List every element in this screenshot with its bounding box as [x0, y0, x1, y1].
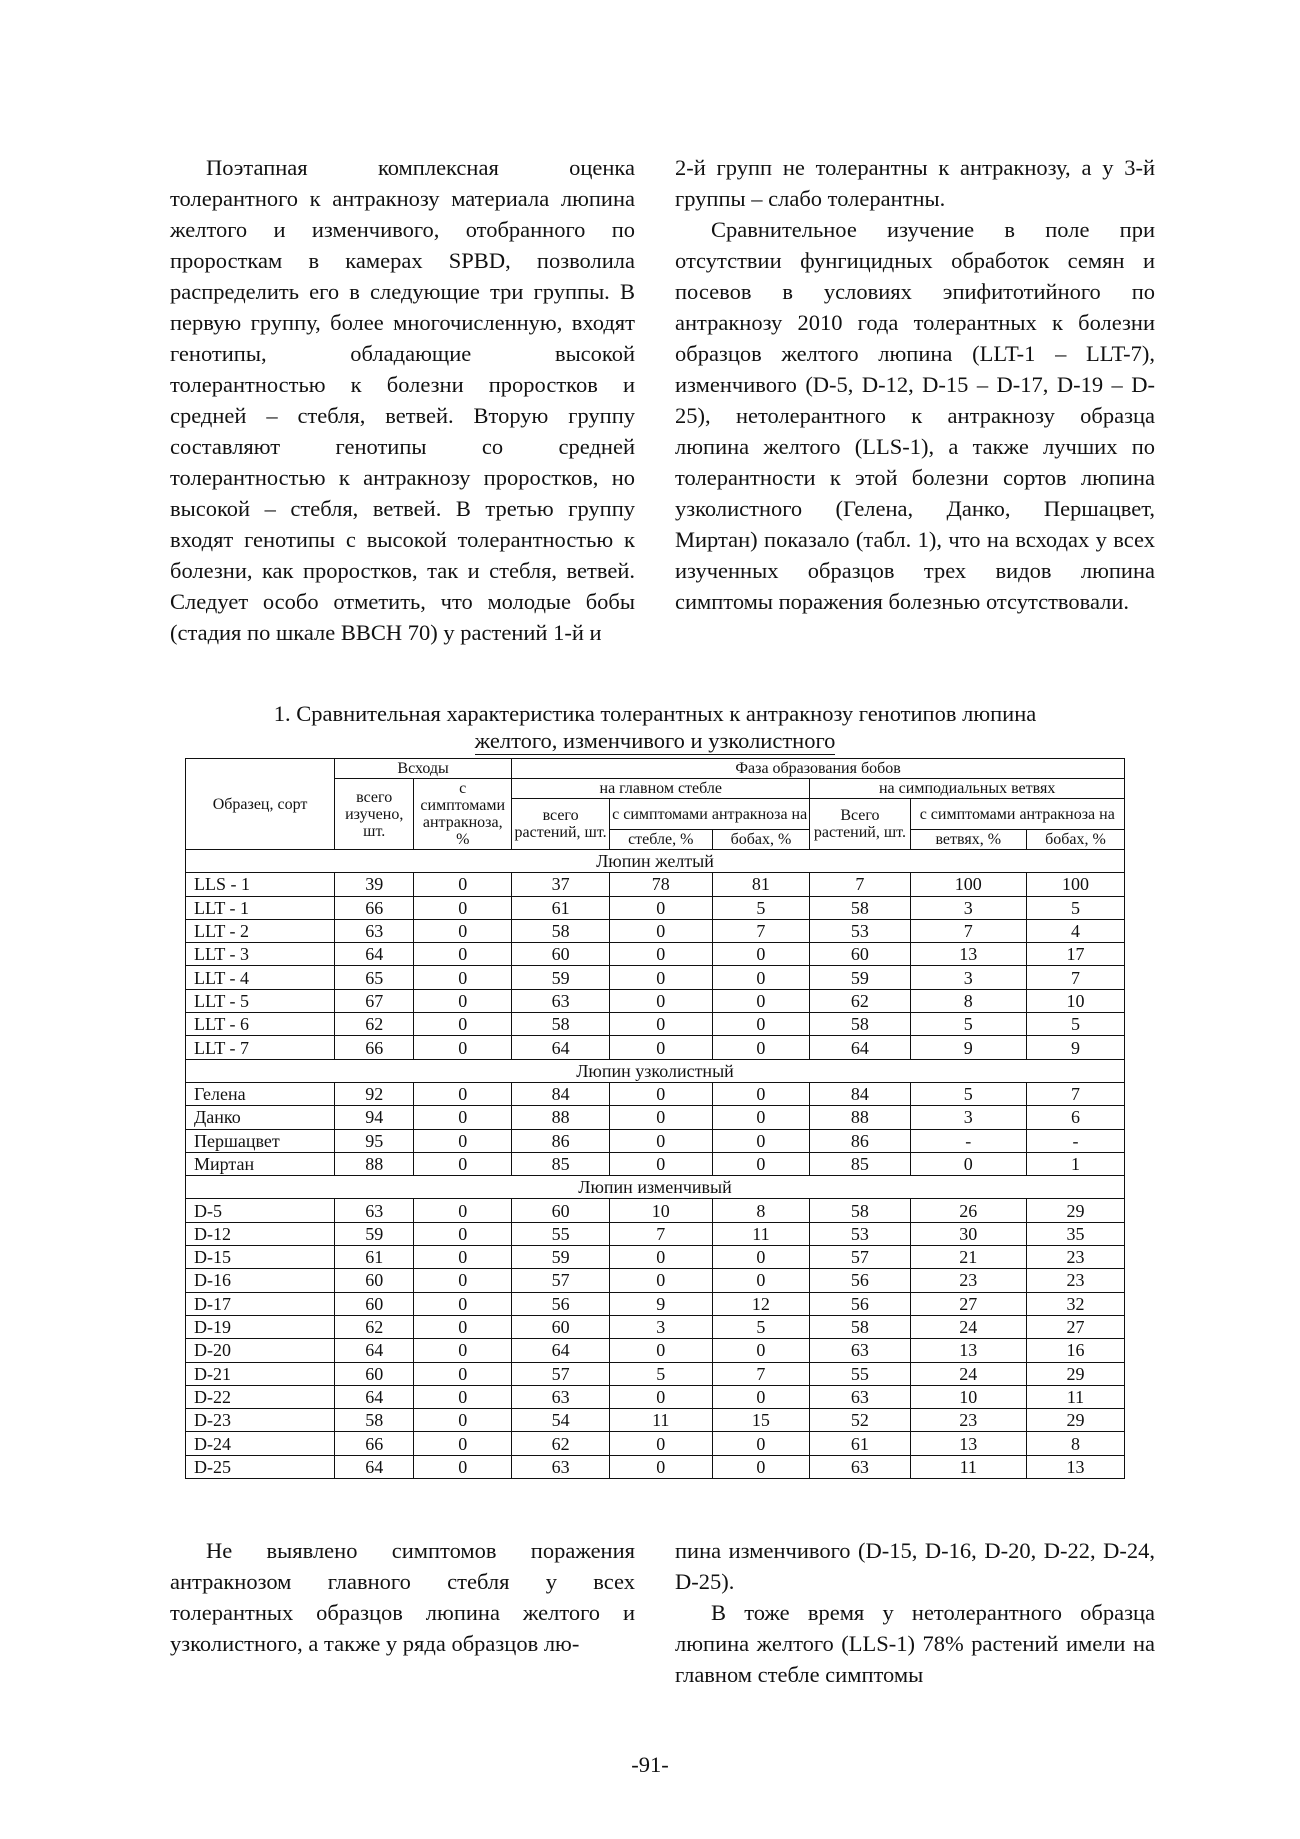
- value-cell: 0: [414, 1339, 512, 1362]
- value-cell: 29: [1027, 1409, 1125, 1432]
- value-cell: 23: [910, 1409, 1026, 1432]
- value-cell: 60: [512, 1199, 610, 1222]
- bottom-right-column: [675, 1535, 1155, 1690]
- value-cell: 0: [610, 943, 713, 966]
- value-cell: 0: [414, 1246, 512, 1269]
- value-cell: 5: [1027, 896, 1125, 919]
- value-cell: 0: [414, 1455, 512, 1478]
- value-cell: 88: [335, 1152, 414, 1175]
- value-cell: 59: [810, 966, 910, 989]
- header-symp-beans-pct: бобах, %: [1027, 830, 1125, 850]
- value-cell: 0: [414, 1362, 512, 1385]
- header-symp-total: Всего растений, шт.: [810, 799, 910, 850]
- value-cell: 54: [512, 1409, 610, 1432]
- sample-name-cell: Данко: [186, 1106, 335, 1129]
- value-cell: 0: [414, 1385, 512, 1408]
- value-cell: 92: [335, 1082, 414, 1105]
- sample-name-cell: LLT - 2: [186, 919, 335, 942]
- table-body: [186, 850, 1125, 1479]
- value-cell: 24: [910, 1315, 1026, 1338]
- header-symp-symptoms: с симптомами антракноза на: [910, 799, 1124, 830]
- value-cell: -: [910, 1129, 1026, 1152]
- value-cell: 60: [335, 1292, 414, 1315]
- value-cell: 57: [512, 1362, 610, 1385]
- value-cell: 0: [414, 1199, 512, 1222]
- value-cell: 88: [512, 1106, 610, 1129]
- value-cell: 0: [712, 966, 810, 989]
- value-cell: 27: [1027, 1315, 1125, 1338]
- value-cell: 65: [335, 966, 414, 989]
- paragraph-groups-continued: 2-й групп не толерантны к антракнозу, а у 3-й группы – слабо толерантны.: [675, 155, 1155, 211]
- sample-name-cell: LLT - 4: [186, 966, 335, 989]
- value-cell: 0: [610, 966, 713, 989]
- value-cell: 100: [1027, 873, 1125, 896]
- value-cell: 0: [610, 1269, 713, 1292]
- value-cell: 0: [910, 1152, 1026, 1175]
- sample-name-cell: Першацвет: [186, 1129, 335, 1152]
- value-cell: 0: [610, 1432, 713, 1455]
- value-cell: 58: [810, 1199, 910, 1222]
- value-cell: 23: [1027, 1246, 1125, 1269]
- table-row: [186, 1152, 1125, 1175]
- value-cell: 0: [610, 919, 713, 942]
- table-row: [186, 1246, 1125, 1269]
- sample-name-cell: D-17: [186, 1292, 335, 1315]
- value-cell: 0: [712, 1269, 810, 1292]
- value-cell: 0: [414, 919, 512, 942]
- value-cell: 0: [414, 1409, 512, 1432]
- value-cell: 8: [1027, 1432, 1125, 1455]
- value-cell: 58: [512, 919, 610, 942]
- value-cell: 13: [910, 943, 1026, 966]
- header-main-stem: на главном стебле: [512, 779, 810, 799]
- value-cell: 63: [512, 1455, 610, 1478]
- sample-name-cell: LLT - 7: [186, 1036, 335, 1059]
- value-cell: 0: [712, 1082, 810, 1105]
- value-cell: 60: [512, 943, 610, 966]
- value-cell: 59: [512, 966, 610, 989]
- header-main-beans-pct: бобах, %: [712, 830, 810, 850]
- value-cell: 24: [910, 1362, 1026, 1385]
- value-cell: 10: [1027, 989, 1125, 1012]
- value-cell: 0: [610, 1036, 713, 1059]
- value-cell: 0: [712, 989, 810, 1012]
- value-cell: 62: [810, 989, 910, 1012]
- value-cell: 64: [512, 1339, 610, 1362]
- value-cell: 13: [910, 1339, 1026, 1362]
- value-cell: 64: [335, 943, 414, 966]
- header-shoots-symptoms: с симптомами антракноза, %: [414, 779, 512, 850]
- paragraph-no-symptoms: Не выявлено симптомов поражения антракнозом главного стебля у всех толерантных образцов люпина желтого и узколистного, а также у ряда образцов лю-: [170, 1538, 635, 1656]
- value-cell: 64: [335, 1385, 414, 1408]
- value-cell: 0: [712, 1036, 810, 1059]
- value-cell: 86: [512, 1129, 610, 1152]
- value-cell: 61: [335, 1246, 414, 1269]
- value-cell: 63: [810, 1339, 910, 1362]
- sample-name-cell: D-21: [186, 1362, 335, 1385]
- table-row: [186, 1036, 1125, 1059]
- value-cell: 60: [335, 1362, 414, 1385]
- sample-name-cell: D-23: [186, 1409, 335, 1432]
- sample-name-cell: D-25: [186, 1455, 335, 1478]
- value-cell: 5: [910, 1082, 1026, 1105]
- value-cell: 63: [335, 1199, 414, 1222]
- value-cell: 9: [1027, 1036, 1125, 1059]
- value-cell: 0: [712, 1106, 810, 1129]
- paragraph-field-study: Сравнительное изучение в поле при отсутствии фунгицидных обработок семян и посевов в условиях эпифитотийного по антракнозу 2010 года толерантных к болезни образцов желтого люпина (LLT-1 – LLT-7), изменчивого (D-5, D-12, D-15 – D-17, D-19 – D-25), нетолерантного к антракнозу образца люпина желтого (LLS-1), а также лучших по толерантности к этой болезни сортов люпина узколистного (Гелена, Данко, Першацвет, Миртан) показало (табл. 1), что на всходах у всех изученных образцов трех видов люпина симптомы поражения болезнью отсутствовали.: [675, 217, 1155, 614]
- value-cell: 66: [335, 1432, 414, 1455]
- value-cell: 63: [512, 989, 610, 1012]
- paragraph-groups: Поэтапная комплексная оценка толерантного к антракнозу материала люпина желтого и изменчивого, отобранного по проросткам в камерах SPBD, позволила распределить его в следующие три группы. В первую группу, более многочисленную, входят генотипы, обладающие высокой толерантностью к болезни проростков и средней – стебля, ветвей. Вторую группу составляют генотипы со средней толерантностью к антракнозу проростков, но высокой – стебля, ветвей. В третью группу входят генотипы с высокой толерантностью к болезни, как проростков, так и стебля, ветвей. Следует особо отметить, что молодые бобы (стадия по шкале BBCH 70) у растений 1-й и: [170, 155, 635, 645]
- value-cell: 0: [712, 1246, 810, 1269]
- value-cell: 84: [810, 1082, 910, 1105]
- value-cell: 57: [810, 1246, 910, 1269]
- sample-name-cell: LLT - 3: [186, 943, 335, 966]
- value-cell: 64: [335, 1455, 414, 1478]
- value-cell: 57: [512, 1269, 610, 1292]
- value-cell: 85: [512, 1152, 610, 1175]
- table-row: [186, 1082, 1125, 1105]
- value-cell: 26: [910, 1199, 1026, 1222]
- header-main-symptoms: с симптомами антракноза на: [610, 799, 810, 830]
- value-cell: 0: [414, 989, 512, 1012]
- table-section-row: [186, 1176, 1125, 1199]
- value-cell: 3: [910, 896, 1026, 919]
- value-cell: 0: [414, 943, 512, 966]
- value-cell: 53: [810, 919, 910, 942]
- value-cell: 55: [810, 1362, 910, 1385]
- value-cell: 52: [810, 1409, 910, 1432]
- value-cell: 0: [414, 1432, 512, 1455]
- table-row: [186, 1222, 1125, 1245]
- value-cell: 3: [910, 966, 1026, 989]
- value-cell: 61: [810, 1432, 910, 1455]
- value-cell: 0: [610, 1339, 713, 1362]
- top-right-column: [675, 152, 1155, 617]
- value-cell: 0: [414, 896, 512, 919]
- value-cell: 88: [810, 1106, 910, 1129]
- value-cell: 0: [414, 873, 512, 896]
- value-cell: 0: [712, 1455, 810, 1478]
- value-cell: 0: [610, 1013, 713, 1036]
- value-cell: 13: [1027, 1455, 1125, 1478]
- value-cell: 60: [810, 943, 910, 966]
- value-cell: 7: [712, 1362, 810, 1385]
- header-bean-phase: Фаза образования бобов: [512, 759, 1125, 779]
- value-cell: 0: [414, 1013, 512, 1036]
- table-row: [186, 1409, 1125, 1432]
- value-cell: 0: [610, 896, 713, 919]
- value-cell: 0: [712, 1152, 810, 1175]
- sample-name-cell: D-16: [186, 1269, 335, 1292]
- value-cell: 0: [712, 1339, 810, 1362]
- sample-name-cell: D-24: [186, 1432, 335, 1455]
- table-row: [186, 919, 1125, 942]
- value-cell: 0: [712, 1129, 810, 1152]
- sample-name-cell: Миртан: [186, 1152, 335, 1175]
- value-cell: 21: [910, 1246, 1026, 1269]
- tolerance-table: [185, 758, 1125, 1479]
- value-cell: 10: [610, 1199, 713, 1222]
- value-cell: 7: [1027, 1082, 1125, 1105]
- sample-name-cell: D-12: [186, 1222, 335, 1245]
- sample-name-cell: LLT - 1: [186, 896, 335, 919]
- value-cell: 8: [712, 1199, 810, 1222]
- value-cell: 95: [335, 1129, 414, 1152]
- value-cell: 7: [810, 873, 910, 896]
- value-cell: 15: [712, 1409, 810, 1432]
- header-sample: Образец, сорт: [186, 759, 335, 850]
- value-cell: 62: [335, 1013, 414, 1036]
- value-cell: 62: [335, 1315, 414, 1338]
- value-cell: 5: [1027, 1013, 1125, 1036]
- table-caption: [185, 700, 1125, 755]
- value-cell: 58: [810, 1013, 910, 1036]
- value-cell: 59: [512, 1246, 610, 1269]
- table-row: [186, 873, 1125, 896]
- sample-name-cell: D-19: [186, 1315, 335, 1338]
- value-cell: 0: [610, 1106, 713, 1129]
- value-cell: 58: [335, 1409, 414, 1432]
- value-cell: 1: [1027, 1152, 1125, 1175]
- value-cell: 3: [610, 1315, 713, 1338]
- value-cell: 30: [910, 1222, 1026, 1245]
- value-cell: 0: [414, 966, 512, 989]
- value-cell: 0: [610, 1246, 713, 1269]
- table-section-row: [186, 1059, 1125, 1082]
- header-shoots-total: всего изучено, шт.: [335, 779, 414, 850]
- value-cell: 60: [335, 1269, 414, 1292]
- sample-name-cell: D-5: [186, 1199, 335, 1222]
- table-row: [186, 1269, 1125, 1292]
- value-cell: 5: [910, 1013, 1026, 1036]
- sample-name-cell: D-22: [186, 1385, 335, 1408]
- sample-name-cell: LLS - 1: [186, 873, 335, 896]
- value-cell: 56: [810, 1269, 910, 1292]
- value-cell: 0: [414, 1129, 512, 1152]
- value-cell: 23: [910, 1269, 1026, 1292]
- value-cell: 100: [910, 873, 1026, 896]
- value-cell: 63: [512, 1385, 610, 1408]
- table-row: [186, 1362, 1125, 1385]
- value-cell: 81: [712, 873, 810, 896]
- table-row: [186, 1129, 1125, 1152]
- value-cell: 0: [712, 1432, 810, 1455]
- table-row: [186, 1013, 1125, 1036]
- value-cell: 56: [512, 1292, 610, 1315]
- value-cell: 63: [810, 1455, 910, 1478]
- value-cell: 6: [1027, 1106, 1125, 1129]
- value-cell: 78: [610, 873, 713, 896]
- value-cell: 63: [810, 1385, 910, 1408]
- value-cell: 94: [335, 1106, 414, 1129]
- section-title: Люпин узколистный: [186, 1059, 1125, 1082]
- header-sympodial: на симподиальных ветвях: [810, 779, 1125, 799]
- value-cell: 27: [910, 1292, 1026, 1315]
- table-caption-line-2: желтого, изменчивого и узколистного: [474, 728, 836, 753]
- value-cell: 0: [414, 1222, 512, 1245]
- value-cell: 0: [610, 1082, 713, 1105]
- table-row: [186, 1339, 1125, 1362]
- value-cell: 10: [910, 1385, 1026, 1408]
- value-cell: 0: [712, 943, 810, 966]
- value-cell: 0: [414, 1152, 512, 1175]
- value-cell: 53: [810, 1222, 910, 1245]
- value-cell: 3: [910, 1106, 1026, 1129]
- value-cell: 9: [610, 1292, 713, 1315]
- table-row: [186, 1455, 1125, 1478]
- value-cell: 0: [712, 1013, 810, 1036]
- value-cell: 0: [610, 1455, 713, 1478]
- top-left-column: [170, 152, 635, 648]
- value-cell: 64: [512, 1036, 610, 1059]
- header-shoots: Всходы: [335, 759, 512, 779]
- value-cell: 11: [910, 1455, 1026, 1478]
- value-cell: 0: [414, 1082, 512, 1105]
- value-cell: 63: [335, 919, 414, 942]
- value-cell: 58: [810, 1315, 910, 1338]
- value-cell: 17: [1027, 943, 1125, 966]
- value-cell: 58: [810, 896, 910, 919]
- value-cell: 5: [610, 1362, 713, 1385]
- value-cell: 56: [810, 1292, 910, 1315]
- paragraph-nontolerant: В тоже время у нетолерантного образца люпина желтого (LLS-1) 78% растений имели на главном стебле симптомы: [675, 1600, 1155, 1687]
- value-cell: 29: [1027, 1199, 1125, 1222]
- header-main-total: всего растений, шт.: [512, 799, 610, 850]
- value-cell: 11: [1027, 1385, 1125, 1408]
- value-cell: 60: [512, 1315, 610, 1338]
- header-symp-branches-pct: ветвях, %: [910, 830, 1026, 850]
- value-cell: 0: [414, 1106, 512, 1129]
- value-cell: 0: [414, 1315, 512, 1338]
- value-cell: 5: [712, 1315, 810, 1338]
- table-section-row: [186, 850, 1125, 873]
- sample-name-cell: D-15: [186, 1246, 335, 1269]
- value-cell: 11: [610, 1409, 713, 1432]
- value-cell: 8: [910, 989, 1026, 1012]
- value-cell: 0: [610, 1152, 713, 1175]
- value-cell: 0: [712, 1385, 810, 1408]
- value-cell: 16: [1027, 1339, 1125, 1362]
- bottom-left-column: [170, 1535, 635, 1659]
- value-cell: 66: [335, 1036, 414, 1059]
- value-cell: 7: [1027, 966, 1125, 989]
- value-cell: -: [1027, 1129, 1125, 1152]
- value-cell: 64: [810, 1036, 910, 1059]
- value-cell: 9: [910, 1036, 1026, 1059]
- header-main-stem-pct: стебле, %: [610, 830, 713, 850]
- section-title: Люпин изменчивый: [186, 1176, 1125, 1199]
- value-cell: 12: [712, 1292, 810, 1315]
- table-row: [186, 896, 1125, 919]
- value-cell: 67: [335, 989, 414, 1012]
- value-cell: 35: [1027, 1222, 1125, 1245]
- sample-name-cell: Гелена: [186, 1082, 335, 1105]
- table-row: [186, 943, 1125, 966]
- sample-name-cell: LLT - 5: [186, 989, 335, 1012]
- value-cell: 37: [512, 873, 610, 896]
- value-cell: 58: [512, 1013, 610, 1036]
- value-cell: 85: [810, 1152, 910, 1175]
- value-cell: 0: [610, 1129, 713, 1152]
- value-cell: 7: [712, 919, 810, 942]
- table-row: [186, 1199, 1125, 1222]
- value-cell: 5: [712, 896, 810, 919]
- paragraph-no-symptoms-continued: пина изменчивого (D-15, D-16, D-20, D-22, D-24, D-25).: [675, 1538, 1155, 1594]
- table-row: [186, 989, 1125, 1012]
- value-cell: 4: [1027, 919, 1125, 942]
- value-cell: 55: [512, 1222, 610, 1245]
- value-cell: 66: [335, 896, 414, 919]
- table-row: [186, 1315, 1125, 1338]
- table-row: [186, 1432, 1125, 1455]
- table-caption-line-1: 1. Сравнительная характеристика толерантных к антракнозу генотипов люпина: [273, 701, 1037, 726]
- value-cell: 64: [335, 1339, 414, 1362]
- value-cell: 61: [512, 896, 610, 919]
- sample-name-cell: LLT - 6: [186, 1013, 335, 1036]
- sample-name-cell: D-20: [186, 1339, 335, 1362]
- value-cell: 0: [610, 989, 713, 1012]
- table-row: [186, 1385, 1125, 1408]
- value-cell: 0: [414, 1036, 512, 1059]
- table-row: [186, 1106, 1125, 1129]
- value-cell: 32: [1027, 1292, 1125, 1315]
- value-cell: 59: [335, 1222, 414, 1245]
- value-cell: 0: [610, 1385, 713, 1408]
- value-cell: 62: [512, 1432, 610, 1455]
- value-cell: 0: [414, 1292, 512, 1315]
- value-cell: 39: [335, 873, 414, 896]
- value-cell: 23: [1027, 1269, 1125, 1292]
- page-number: -91-: [631, 1752, 669, 1777]
- value-cell: 86: [810, 1129, 910, 1152]
- value-cell: 13: [910, 1432, 1026, 1455]
- table-row: [186, 966, 1125, 989]
- value-cell: 84: [512, 1082, 610, 1105]
- value-cell: 7: [910, 919, 1026, 942]
- value-cell: 29: [1027, 1362, 1125, 1385]
- table-row: [186, 1292, 1125, 1315]
- section-title: Люпин желтый: [186, 850, 1125, 873]
- value-cell: 11: [712, 1222, 810, 1245]
- value-cell: 0: [414, 1269, 512, 1292]
- value-cell: 7: [610, 1222, 713, 1245]
